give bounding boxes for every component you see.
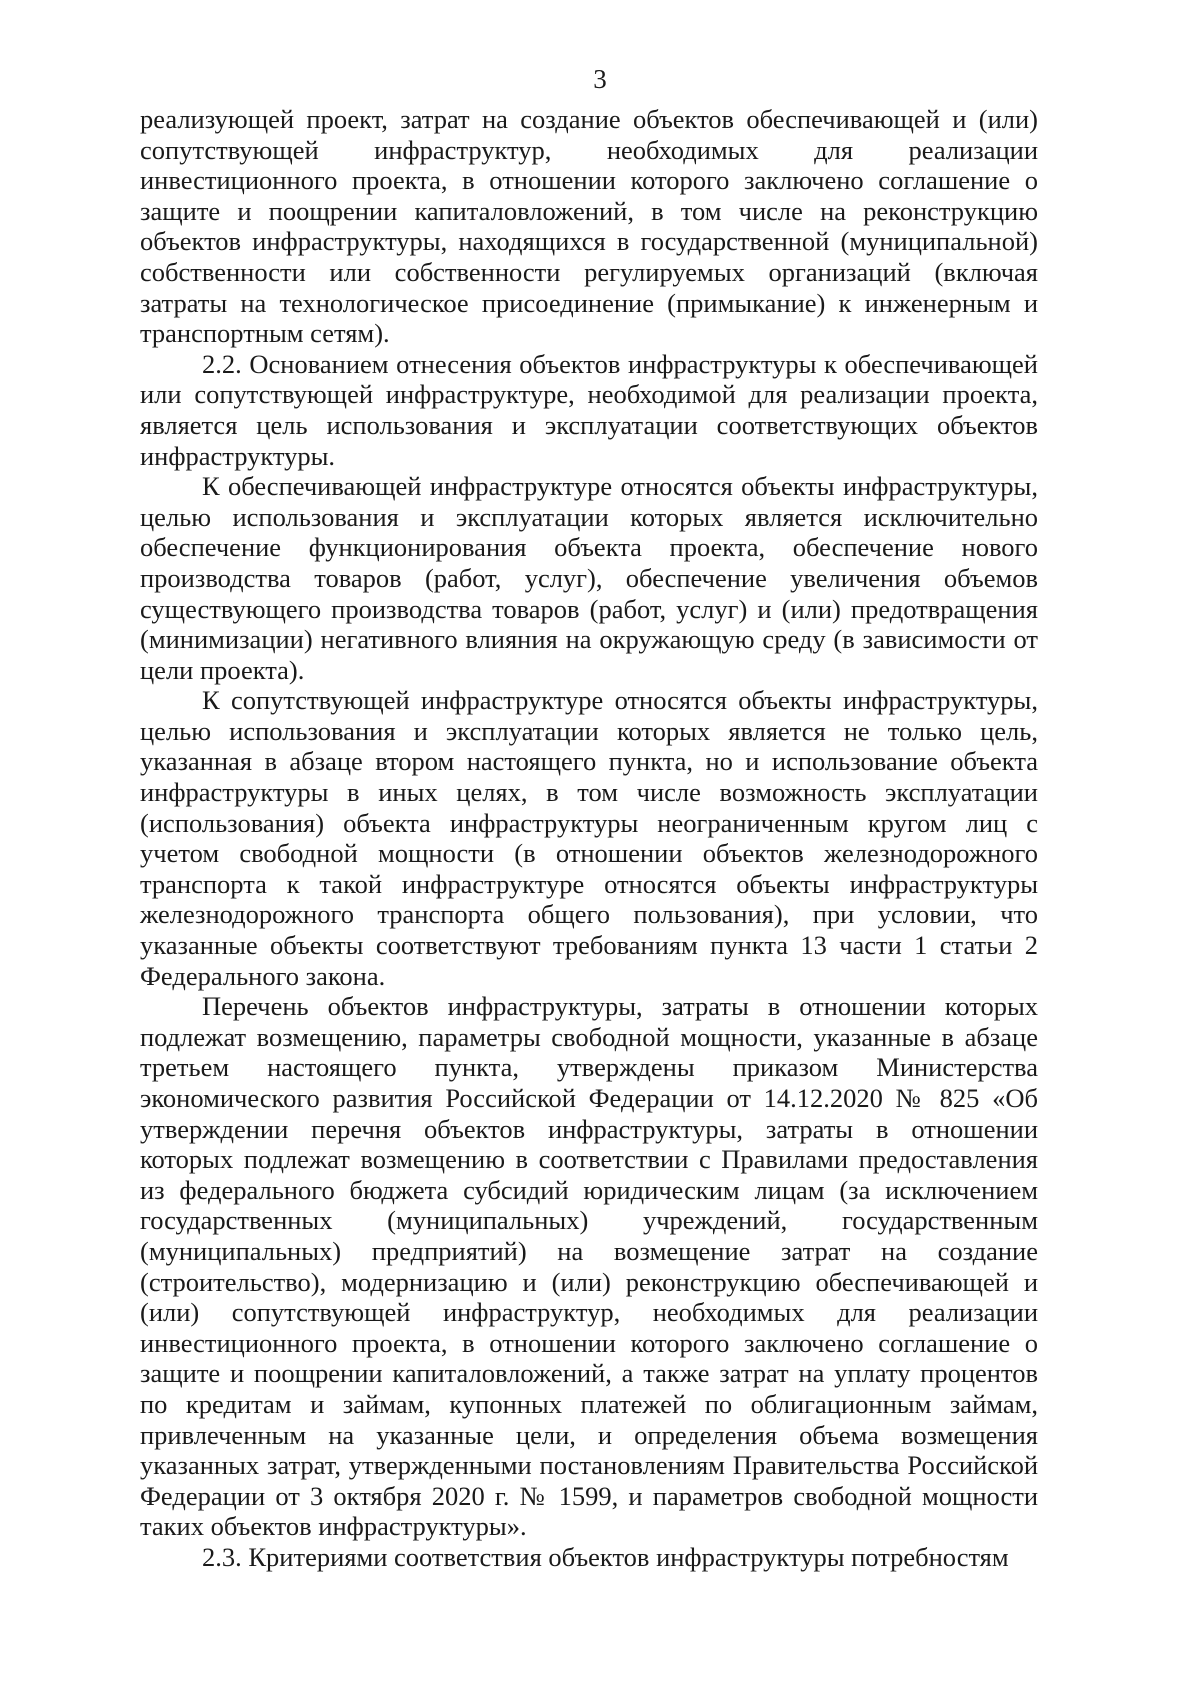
paragraph-2-2: 2.2. Основанием отнесения объектов инфраструктуры к обеспечивающей или сопутствующей инфраструктуре, необходимой для реализации проекта, является цель использования и эксплуатации соответствующих объектов инфраструктуры.: [140, 348, 1038, 471]
paragraph-supporting-infrastructure: К обеспечивающей инфраструктуре относятся объекты инфраструктуры, целью использования и эксплуатации которых является исключительно обеспечение функционирования объекта проекта, обеспечение нового производства товаров (работ, услуг), обеспечение увеличения объемов существующего производства товаров (работ, услуг) и (или) предотвращения (минимизации) негативного влияния на окружающую среду (в зависимости от цели проекта).: [140, 471, 1038, 685]
paragraph-list-of-objects: Перечень объектов инфраструктуры, затраты в отношении которых подлежат возмещению, параметры свободной мощности, указанные в абзаце третьем настоящего пункта, утверждены приказом Министерства экономического развития Российской Федерации от 14.12.2020 № 825 «Об утверждении перечня объектов инфраструктуры, затраты в отношении которых подлежат возмещению в соответствии с Правилами предоставления из федерального бюджета субсидий юридическим лицам (за исключением государственных (муниципальных) учреждений, государственным (муниципальных) предприятий) на возмещение затрат на создание (строительство), модернизацию и (или) реконструкцию обеспечивающей и (или) сопутствующей инфраструктур, необходимых для реализации инвестиционного проекта, в отношении которого заключено соглашение о защите и поощрении капиталовложений, а также затрат на уплату процентов по кредитам и займам, купонных платежей по облигационным займам, привлеченным на указанные цели, и определения объема возмещения указанных затрат, утвержденными постановлениям Правительства Российской Федерации от 3 октября 2020 г. № 1599, и параметров свободной мощности таких объектов инфраструктуры».: [140, 991, 1038, 1542]
document-body: [140, 104, 1038, 1573]
paragraph-accompanying-infrastructure: К сопутствующей инфраструктуре относятся объекты инфраструктуры, целью использования и эксплуатации которых является не только цель, указанная в абзаце втором настоящего пункта, но и использование объекта инфраструктуры в иных целях, в том числе возможность эксплуатации (использования) объекта инфраструктуры неограниченным кругом лиц с учетом свободной мощности (в отношении объектов железнодорожного транспорта к такой инфраструктуре относятся объекты инфраструктуры железнодорожного транспорта общего пользования), при условии, что указанные объекты соответствуют требованиям пункта 13 части 1 статьи 2 Федерального закона.: [140, 685, 1038, 991]
paragraph-2-3: 2.3. Критериями соответствия объектов инфраструктуры потребностям: [202, 1541, 1009, 1572]
paragraph-continuation: реализующей проект, затрат на создание объектов обеспечивающей и (или) сопутствующей инфраструктур, необходимых для реализации инвестиционного проекта, в отношении которого заключено соглашение о защите и поощрении капиталовложений, в том числе на реконструкцию объектов инфраструктуры, находящихся в государственной (муниципальной) собственности или собственности регулируемых организаций (включая затраты на технологическое присоединение (примыкание) к инженерным и транспортным сетям).: [140, 104, 1038, 349]
page-number: 3: [593, 64, 607, 94]
